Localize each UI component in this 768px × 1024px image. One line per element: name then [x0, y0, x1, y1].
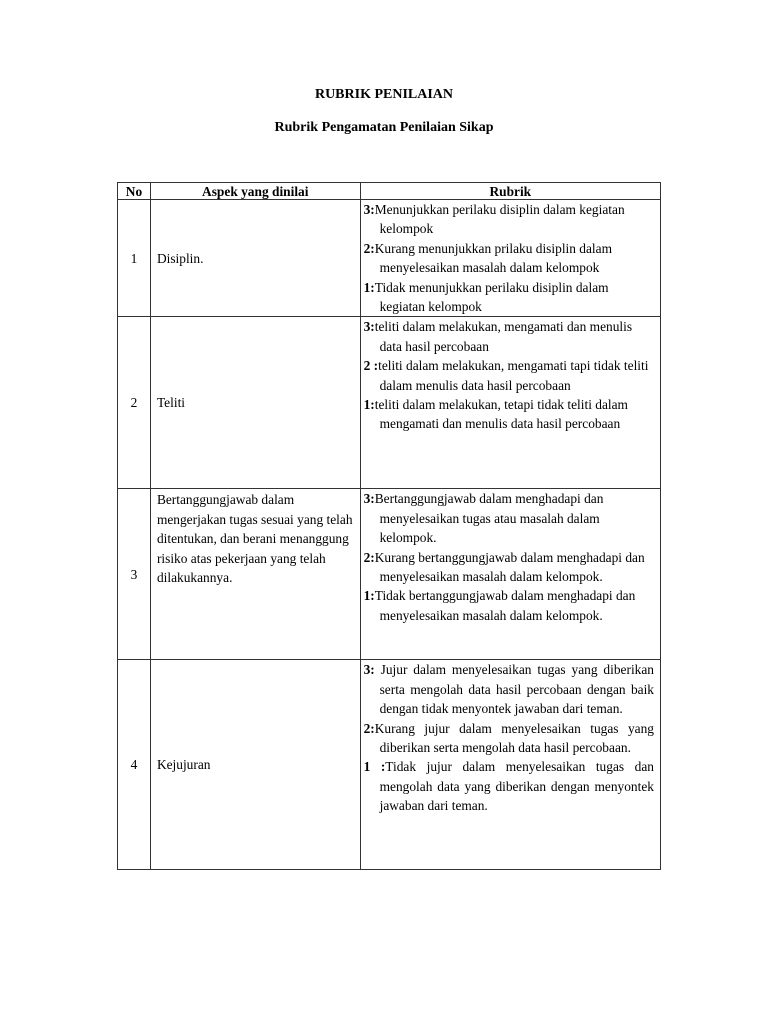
- rubric-text: Menunjukkan perilaku disiplin dalam kegiatan kelompok: [374, 202, 625, 237]
- row-aspect: Kejujuran: [150, 660, 360, 870]
- rubric-item: [364, 239, 654, 278]
- rubric-text: Bertanggungjawab dalam menghadapi dan menyelesaikan tugas atau masalah dalam kelompok.: [374, 491, 604, 546]
- rubric-text: Kurang menunjukkan prilaku disiplin dalam menyelesaikan masalah dalam kelompok: [374, 240, 613, 276]
- rubric-item: [364, 660, 654, 718]
- rubric-score: 3:: [363, 662, 375, 678]
- page-subtitle: Rubrik Pengamatan Penilaian Sikap: [274, 120, 494, 135]
- header-rubric: Rubrik: [360, 183, 660, 200]
- rubric-score: 3:: [363, 202, 375, 217]
- rubric-item: [364, 200, 654, 239]
- page-title: RUBRIK PENILAIAN: [314, 87, 454, 102]
- header-no: No: [118, 183, 151, 200]
- rubric-score: 2:: [363, 549, 375, 565]
- row-aspect: Disiplin.: [150, 200, 360, 317]
- table-row: [118, 489, 661, 660]
- header-aspect: Aspek yang dinilai: [150, 183, 360, 200]
- row-number: 1: [118, 200, 151, 317]
- rubric-score: 2 :: [363, 358, 379, 374]
- rubric-item: [364, 356, 654, 395]
- rubric-text: teliti dalam melakukan, tetapi tidak teliti dalam mengamati dan menulis data hasil percobaan: [374, 397, 628, 432]
- rubric-score: 1:: [363, 279, 375, 295]
- rubric-text: Tidak menunjukkan perilaku disiplin dalam kegiatan kelompok: [374, 279, 609, 315]
- rubric-item: [364, 757, 654, 815]
- rubric-item: [364, 489, 654, 547]
- rubric-item: [364, 548, 654, 587]
- rubric-text: Kurang bertanggungjawab dalam menghadapi dan menyelesaikan masalah dalam kelompok.: [374, 549, 645, 585]
- rubric-score: 2:: [363, 240, 375, 256]
- row-rubric: [360, 489, 660, 660]
- rubric-score: 1 :: [363, 759, 386, 775]
- rubric-table: [117, 182, 661, 870]
- rubric-text: teliti dalam melakukan, mengamati tapi tidak teliti dalam menulis data hasil percobaan: [378, 358, 649, 393]
- row-aspect: Bertanggungjawab dalam mengerjakan tugas sesuai yang telah ditentukan, dan berani menanggung risiko atas pekerjaan yang telah dilakukannya.: [150, 489, 360, 660]
- rubric-score: 1:: [363, 588, 375, 604]
- rubric-item: [364, 395, 654, 434]
- rubric-item: [364, 317, 654, 356]
- rubric-item: [364, 278, 654, 317]
- rubric-text: teliti dalam melakukan, mengamati dan menulis data hasil percobaan: [374, 319, 633, 354]
- rubric-item: [364, 586, 654, 625]
- table-row: [118, 200, 661, 317]
- rubric-score: 1:: [363, 397, 375, 413]
- row-rubric: [360, 317, 660, 489]
- row-aspect: Teliti: [150, 317, 360, 489]
- table-row: [118, 317, 661, 489]
- rubric-text: Jujur dalam menyelesaikan tugas yang diberikan serta mengolah data hasil percobaan dengan baik dengan tidak menyontek jawaban dari teman.: [374, 662, 654, 717]
- rubric-text: Tidak bertanggungjawab dalam menghadapi dan menyelesaikan masalah dalam kelompok.: [374, 588, 636, 623]
- table-row: [118, 660, 661, 870]
- row-number: 4: [118, 660, 151, 870]
- rubric-item: [364, 719, 654, 758]
- rubric-score: 2:: [363, 720, 375, 736]
- table-header-row: [118, 183, 661, 200]
- row-rubric: [360, 660, 660, 870]
- rubric-score: 3:: [363, 319, 375, 335]
- row-number: 3: [118, 489, 151, 660]
- row-number: 2: [118, 317, 151, 489]
- row-rubric: [360, 200, 660, 317]
- rubric-score: 3:: [363, 491, 375, 507]
- rubric-text: Tidak jujur dalam menyelesaikan tugas dan mengolah data yang diberikan dengan menyontek jawaban dari teman.: [379, 759, 654, 814]
- rubric-text: Kurang jujur dalam menyelesaikan tugas yang diberikan serta mengolah data hasil percobaan.: [374, 720, 654, 756]
